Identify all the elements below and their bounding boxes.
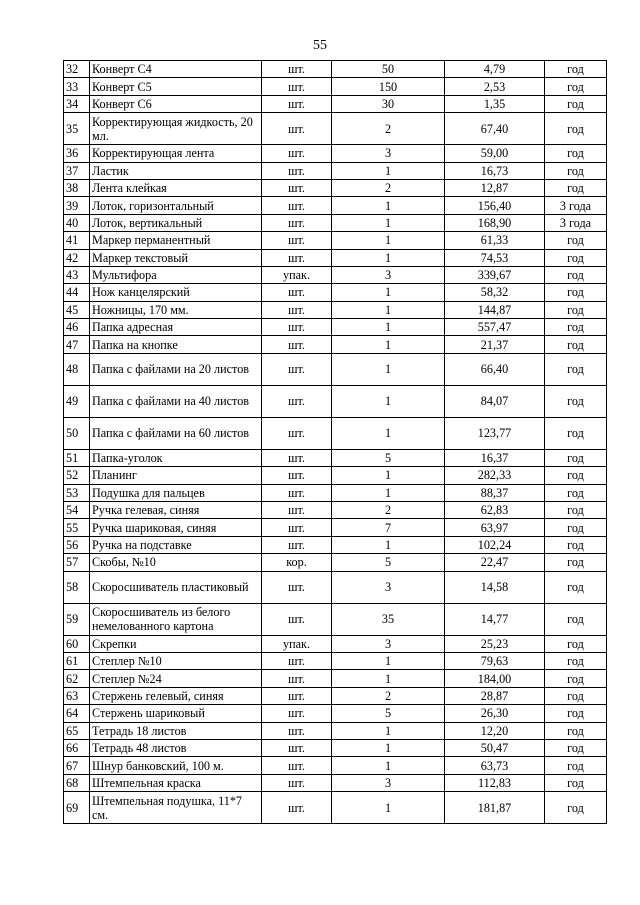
item-unit: шт. [262,467,332,484]
item-unit: шт. [262,284,332,301]
item-name: Скрепки [90,635,262,652]
item-period: год [545,484,607,501]
item-name: Ручка шариковая, синяя [90,519,262,536]
item-period: год [545,536,607,553]
item-quantity: 1 [332,319,445,336]
row-number: 52 [64,467,90,484]
item-quantity: 1 [332,652,445,669]
item-quantity: 1 [332,284,445,301]
table-row [64,519,607,536]
row-number: 48 [64,353,90,385]
table-row [64,635,607,652]
item-unit: шт. [262,385,332,417]
item-unit: шт. [262,519,332,536]
item-name: Маркер текстовый [90,249,262,266]
row-number: 40 [64,214,90,231]
item-name: Нож канцелярский [90,284,262,301]
item-unit: шт. [262,78,332,95]
table-row [64,484,607,501]
item-unit: шт. [262,502,332,519]
row-number: 55 [64,519,90,536]
item-unit: шт. [262,484,332,501]
row-number: 41 [64,232,90,249]
table-row [64,502,607,519]
item-period: год [545,319,607,336]
item-period: год [545,417,607,449]
item-quantity: 1 [332,336,445,353]
item-price: 14,58 [445,571,545,603]
item-price: 12,87 [445,179,545,196]
row-number: 49 [64,385,90,417]
item-period: год [545,162,607,179]
table-row [64,670,607,687]
row-number: 36 [64,145,90,162]
item-unit: шт. [262,792,332,824]
table-row [64,652,607,669]
table-row [64,687,607,704]
supplies-table-body [64,61,607,824]
item-price: 184,00 [445,670,545,687]
item-quantity: 7 [332,519,445,536]
row-number: 68 [64,774,90,791]
item-unit: шт. [262,536,332,553]
item-name: Папка-уголок [90,449,262,466]
table-row [64,78,607,95]
item-period: год [545,284,607,301]
item-name: Корректирующая лента [90,145,262,162]
item-price: 88,37 [445,484,545,501]
item-price: 66,40 [445,353,545,385]
item-price: 181,87 [445,792,545,824]
item-name: Планинг [90,467,262,484]
row-number: 39 [64,197,90,214]
table-row [64,757,607,774]
item-quantity: 5 [332,705,445,722]
row-number: 54 [64,502,90,519]
item-period: год [545,774,607,791]
item-price: 2,53 [445,78,545,95]
item-name: Подушка для пальцев [90,484,262,501]
item-price: 21,37 [445,336,545,353]
item-quantity: 3 [332,774,445,791]
item-price: 59,00 [445,145,545,162]
item-quantity: 1 [332,232,445,249]
item-unit: упак. [262,266,332,283]
item-name: Тетрадь 18 листов [90,722,262,739]
item-quantity: 1 [332,249,445,266]
item-price: 168,90 [445,214,545,231]
item-unit: шт. [262,417,332,449]
table-row [64,417,607,449]
item-price: 557,47 [445,319,545,336]
row-number: 44 [64,284,90,301]
table-row [64,705,607,722]
item-quantity: 1 [332,467,445,484]
item-period: год [545,353,607,385]
item-name: Лента клейкая [90,179,262,196]
row-number: 62 [64,670,90,687]
table-row [64,774,607,791]
item-unit: шт. [262,336,332,353]
item-quantity: 1 [332,385,445,417]
item-quantity: 1 [332,722,445,739]
item-unit: шт. [262,319,332,336]
item-quantity: 35 [332,603,445,635]
item-unit: шт. [262,705,332,722]
item-price: 84,07 [445,385,545,417]
item-unit: шт. [262,757,332,774]
item-name: Скоросшиватель пластиковый [90,571,262,603]
table-row [64,385,607,417]
item-period: год [545,385,607,417]
item-period: год [545,687,607,704]
item-price: 282,33 [445,467,545,484]
row-number: 37 [64,162,90,179]
item-unit: шт. [262,571,332,603]
item-period: год [545,449,607,466]
item-period: 3 года [545,197,607,214]
item-price: 4,79 [445,61,545,78]
item-unit: шт. [262,301,332,318]
item-period: год [545,145,607,162]
item-unit: шт. [262,774,332,791]
row-number: 33 [64,78,90,95]
table-row [64,571,607,603]
item-quantity: 5 [332,554,445,571]
item-unit: шт. [262,179,332,196]
item-quantity: 1 [332,353,445,385]
item-period: год [545,301,607,318]
item-price: 61,33 [445,232,545,249]
row-number: 63 [64,687,90,704]
table-row [64,95,607,112]
item-name: Папка адресная [90,319,262,336]
table-row [64,792,607,824]
item-name: Ластик [90,162,262,179]
item-period: год [545,792,607,824]
item-quantity: 2 [332,687,445,704]
item-unit: кор. [262,554,332,571]
item-quantity: 1 [332,301,445,318]
item-name: Скобы, №10 [90,554,262,571]
row-number: 35 [64,113,90,145]
item-unit: упак. [262,635,332,652]
item-period: год [545,757,607,774]
item-quantity: 1 [332,162,445,179]
item-period: год [545,232,607,249]
item-name: Штемпельная краска [90,774,262,791]
item-price: 58,32 [445,284,545,301]
item-name: Ручка гелевая, синяя [90,502,262,519]
item-quantity: 1 [332,536,445,553]
item-name: Ручка на подставке [90,536,262,553]
item-quantity: 1 [332,792,445,824]
table-row [64,113,607,145]
page-number: 55 [313,38,327,53]
item-quantity: 1 [332,417,445,449]
item-name: Степлер №10 [90,652,262,669]
item-period: год [545,61,607,78]
row-number: 56 [64,536,90,553]
item-period: год [545,95,607,112]
item-quantity: 2 [332,113,445,145]
item-price: 14,77 [445,603,545,635]
table-row [64,145,607,162]
row-number: 66 [64,739,90,756]
row-number: 65 [64,722,90,739]
item-price: 67,40 [445,113,545,145]
table-row [64,249,607,266]
item-price: 156,40 [445,197,545,214]
item-price: 62,83 [445,502,545,519]
table-row [64,284,607,301]
item-name: Степлер №24 [90,670,262,687]
row-number: 60 [64,635,90,652]
row-number: 51 [64,449,90,466]
item-name: Мультифора [90,266,262,283]
row-number: 61 [64,652,90,669]
item-quantity: 3 [332,266,445,283]
table-row [64,301,607,318]
item-period: год [545,78,607,95]
item-period: год [545,670,607,687]
item-quantity: 1 [332,670,445,687]
item-period: год [545,739,607,756]
row-number: 38 [64,179,90,196]
item-price: 16,73 [445,162,545,179]
item-quantity: 2 [332,502,445,519]
row-number: 32 [64,61,90,78]
item-name: Стержень гелевый, синяя [90,687,262,704]
item-name: Папка с файлами на 60 листов [90,417,262,449]
table-row [64,739,607,756]
item-period: год [545,249,607,266]
item-period: год [545,652,607,669]
item-name: Папка с файлами на 20 листов [90,353,262,385]
item-price: 28,87 [445,687,545,704]
item-name: Конверт С4 [90,61,262,78]
item-price: 50,47 [445,739,545,756]
item-period: год [545,519,607,536]
item-quantity: 1 [332,197,445,214]
item-price: 74,53 [445,249,545,266]
item-price: 12,20 [445,722,545,739]
item-price: 102,24 [445,536,545,553]
item-quantity: 3 [332,635,445,652]
item-period: год [545,705,607,722]
row-number: 45 [64,301,90,318]
item-period: год [545,502,607,519]
item-name: Тетрадь 48 листов [90,739,262,756]
item-name: Конверт С6 [90,95,262,112]
item-period: год [545,722,607,739]
supplies-table [63,60,607,824]
item-price: 16,37 [445,449,545,466]
item-period: год [545,467,607,484]
item-unit: шт. [262,113,332,145]
row-number: 42 [64,249,90,266]
item-period: год [545,266,607,283]
item-quantity: 30 [332,95,445,112]
item-name: Лоток, вертикальный [90,214,262,231]
row-number: 59 [64,603,90,635]
table-row [64,162,607,179]
item-quantity: 2 [332,179,445,196]
item-price: 1,35 [445,95,545,112]
item-price: 123,77 [445,417,545,449]
item-period: год [545,571,607,603]
item-period: год [545,635,607,652]
table-row [64,232,607,249]
item-unit: шт. [262,249,332,266]
item-price: 26,30 [445,705,545,722]
item-unit: шт. [262,162,332,179]
item-price: 25,23 [445,635,545,652]
item-name: Конверт С5 [90,78,262,95]
item-name: Штемпельная подушка, 11*7 см. [90,792,262,824]
item-quantity: 1 [332,739,445,756]
item-price: 79,63 [445,652,545,669]
table-row [64,61,607,78]
table-row [64,214,607,231]
item-unit: шт. [262,603,332,635]
item-quantity: 150 [332,78,445,95]
row-number: 50 [64,417,90,449]
item-unit: шт. [262,232,332,249]
item-unit: шт. [262,670,332,687]
item-name: Папка на кнопке [90,336,262,353]
item-quantity: 3 [332,571,445,603]
item-unit: шт. [262,197,332,214]
item-unit: шт. [262,722,332,739]
item-name: Маркер перманентный [90,232,262,249]
table-row [64,319,607,336]
item-unit: шт. [262,95,332,112]
row-number: 69 [64,792,90,824]
row-number: 43 [64,266,90,283]
item-name: Лоток, горизонтальный [90,197,262,214]
item-quantity: 3 [332,145,445,162]
row-number: 67 [64,757,90,774]
item-unit: шт. [262,687,332,704]
item-name: Папка с файлами на 40 листов [90,385,262,417]
row-number: 46 [64,319,90,336]
item-quantity: 1 [332,214,445,231]
table-row [64,467,607,484]
item-unit: шт. [262,652,332,669]
item-quantity: 5 [332,449,445,466]
item-price: 112,83 [445,774,545,791]
row-number: 64 [64,705,90,722]
table-row [64,722,607,739]
item-quantity: 1 [332,757,445,774]
row-number: 53 [64,484,90,501]
item-price: 63,73 [445,757,545,774]
table-row [64,266,607,283]
table-row [64,536,607,553]
table-row [64,197,607,214]
table-row [64,179,607,196]
item-unit: шт. [262,61,332,78]
item-unit: шт. [262,353,332,385]
item-unit: шт. [262,739,332,756]
item-price: 144,87 [445,301,545,318]
table-row [64,353,607,385]
item-name: Стержень шариковый [90,705,262,722]
item-period: год [545,336,607,353]
table-row [64,603,607,635]
item-period: год [545,603,607,635]
item-name: Скоросшиватель из белого немелованного картона [90,603,262,635]
item-period: год [545,179,607,196]
item-name: Ножницы, 170 мм. [90,301,262,318]
item-quantity: 50 [332,61,445,78]
item-unit: шт. [262,214,332,231]
table-row [64,449,607,466]
item-price: 22,47 [445,554,545,571]
table-row [64,336,607,353]
item-unit: шт. [262,145,332,162]
row-number: 58 [64,571,90,603]
item-price: 339,67 [445,266,545,283]
row-number: 57 [64,554,90,571]
item-period: год [545,554,607,571]
item-quantity: 1 [332,484,445,501]
item-name: Шнур банковский, 100 м. [90,757,262,774]
item-name: Корректирующая жидкость, 20 мл. [90,113,262,145]
item-period: 3 года [545,214,607,231]
row-number: 34 [64,95,90,112]
row-number: 47 [64,336,90,353]
item-period: год [545,113,607,145]
table-row [64,554,607,571]
item-price: 63,97 [445,519,545,536]
item-unit: шт. [262,449,332,466]
